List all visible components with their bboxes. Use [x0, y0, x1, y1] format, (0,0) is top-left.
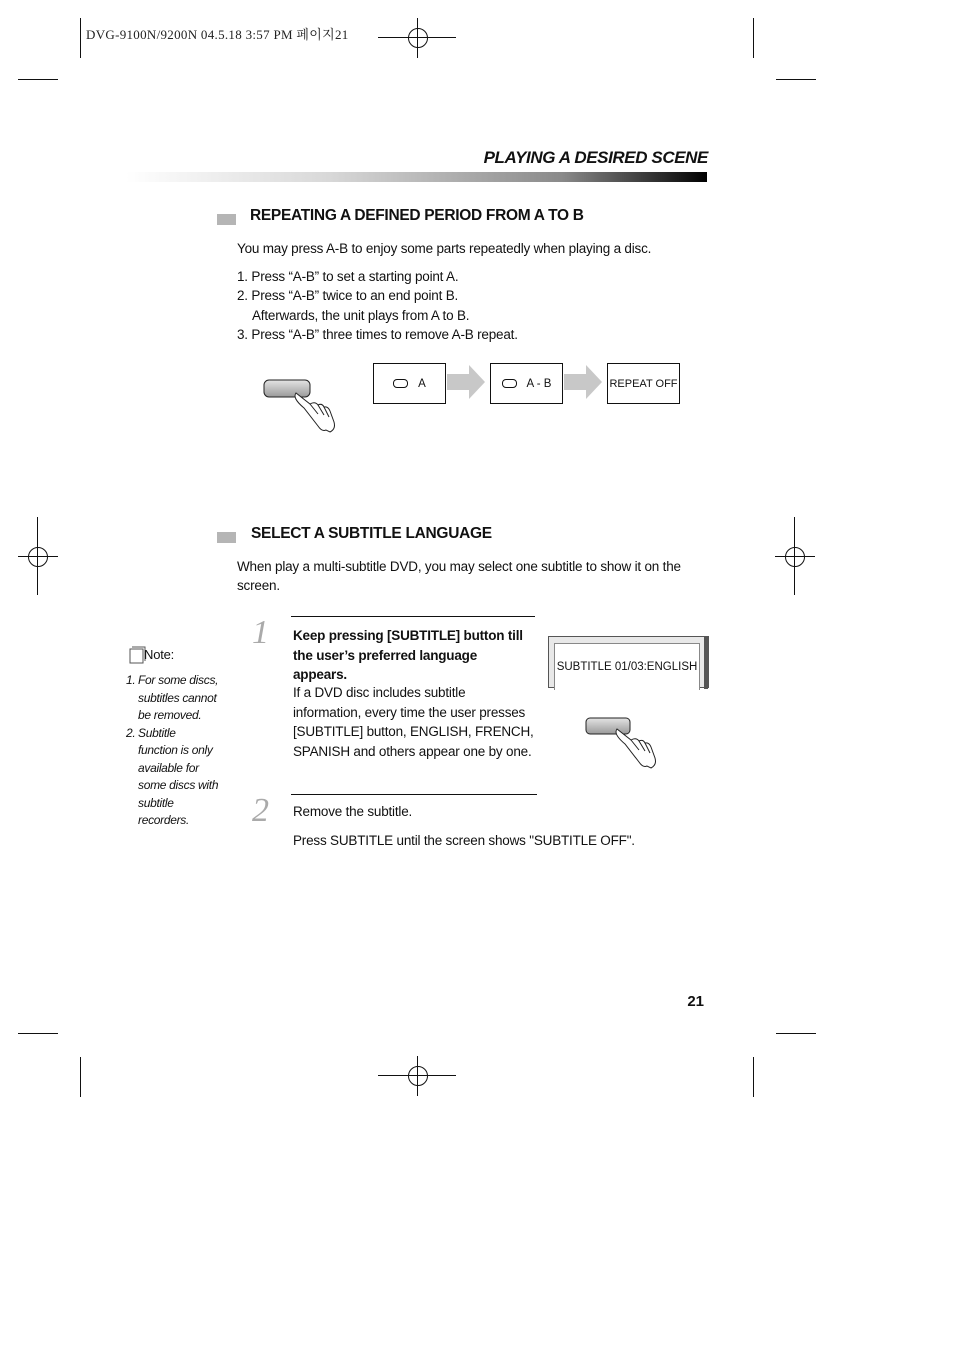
- heading-bullet: [217, 214, 236, 225]
- registration-mark: [398, 1056, 438, 1096]
- crop-mark: [18, 1033, 58, 1034]
- ab-repeat-heading: REPEATING A DEFINED PERIOD FROM A TO B: [250, 207, 584, 224]
- step-divider: [291, 794, 537, 795]
- note-item-line: be removed.: [138, 708, 202, 722]
- step-number: 2: [252, 792, 269, 829]
- note-item-line: Subtitle: [138, 725, 176, 740]
- crop-mark: [80, 1057, 81, 1097]
- pointing-hand-icon: [616, 729, 656, 768]
- registration-line: [378, 1075, 456, 1076]
- crop-mark: [776, 1033, 816, 1034]
- note-item-line: subtitle: [138, 795, 174, 810]
- registration-mark: [18, 537, 58, 577]
- pointing-hand-icon: [295, 393, 335, 432]
- osd-label: A - B: [526, 377, 552, 390]
- step1-description-line: information, every time the user presses: [293, 704, 526, 720]
- step1-instruction-line: Keep pressing [SUBTITLE] button till: [293, 628, 523, 643]
- note-item-line: For some discs,: [138, 673, 219, 687]
- osd-label: A: [418, 377, 426, 390]
- note-item-number: 2.: [126, 725, 136, 740]
- step1-instruction: [293, 626, 523, 685]
- crop-mark: [18, 79, 58, 80]
- ab-step: 1. Press “A-B” to set a starting point A.: [237, 269, 459, 284]
- note-list: [126, 672, 226, 830]
- note-item-line: function is only: [138, 743, 213, 757]
- step2-instruction: Remove the subtitle.: [293, 804, 413, 819]
- osd-subtitle-text: SUBTITLE 01/03:ENGLISH: [554, 643, 700, 690]
- note-item-line: available for: [138, 760, 199, 775]
- ab-step-note: Afterwards, the unit plays from A to B.: [252, 308, 470, 323]
- osd-box-a: [373, 363, 446, 404]
- step1-instruction-line: the user’s preferred language: [293, 647, 478, 663]
- ab-step: 2. Press “A-B” twice to an end point B.: [237, 288, 459, 303]
- note-item-line: recorders.: [138, 813, 190, 827]
- repeat-icon: [502, 379, 517, 388]
- step1-description-line: If a DVD disc includes subtitle: [293, 685, 466, 700]
- remote-button-icon: [581, 712, 665, 772]
- note-item-line: subtitles cannot: [138, 690, 217, 705]
- crop-mark: [753, 1057, 754, 1097]
- step2-description: Press SUBTITLE until the screen shows "SUBTITLE OFF".: [293, 833, 635, 848]
- ab-repeat-intro: You may press A-B to enjoy some parts repeatedly when playing a disc.: [237, 241, 652, 256]
- crop-mark: [776, 79, 816, 80]
- note-item: [126, 672, 226, 725]
- subtitle-intro: screen.: [237, 578, 280, 593]
- section-title: PLAYING A DESIRED SCENE: [483, 148, 708, 167]
- registration-line: [378, 37, 456, 38]
- registration-line: [794, 517, 795, 595]
- note-label: Note:: [144, 647, 175, 662]
- step1-description-line: [SUBTITLE] button, ENGLISH, FRENCH,: [293, 724, 534, 739]
- registration-line: [37, 517, 38, 595]
- step1-description-line: SPANISH and others appear one by one.: [293, 743, 532, 759]
- heading-bullet: [217, 532, 236, 543]
- step1-instruction-line: appears.: [293, 667, 347, 682]
- remote-button-icon: [258, 374, 342, 436]
- note-item-number: 1.: [126, 673, 136, 687]
- note-item: [126, 725, 226, 830]
- subtitle-heading: SELECT A SUBTITLE LANGUAGE: [251, 525, 492, 542]
- crop-mark: [80, 18, 81, 58]
- repeat-icon: [393, 379, 408, 388]
- ab-step: 3. Press “A-B” three times to remove A-B repeat.: [237, 327, 518, 342]
- page-number: 21: [687, 993, 704, 1010]
- note-item-line: some discs with: [138, 778, 219, 792]
- subtitle-intro: When play a multi-subtitle DVD, you may select one subtitle to show it on the: [237, 559, 681, 574]
- step1-description: [293, 683, 534, 761]
- step-divider: [291, 616, 535, 617]
- osd-box-repeat-off: [607, 363, 680, 404]
- osd-box-ab: [490, 363, 563, 404]
- step-number: 1: [252, 614, 269, 651]
- registration-mark: [398, 18, 438, 58]
- section-title-bar: [126, 172, 707, 182]
- tv-screen-osd: [548, 636, 709, 688]
- right-arrow-icon: [564, 365, 602, 399]
- registration-mark: [775, 537, 815, 577]
- osd-label: REPEAT OFF: [609, 377, 678, 390]
- crop-mark: [753, 18, 754, 58]
- print-header: DVG-9100N/9200N 04.5.18 3:57 PM 페이지21: [86, 27, 349, 42]
- right-arrow-icon: [447, 365, 485, 399]
